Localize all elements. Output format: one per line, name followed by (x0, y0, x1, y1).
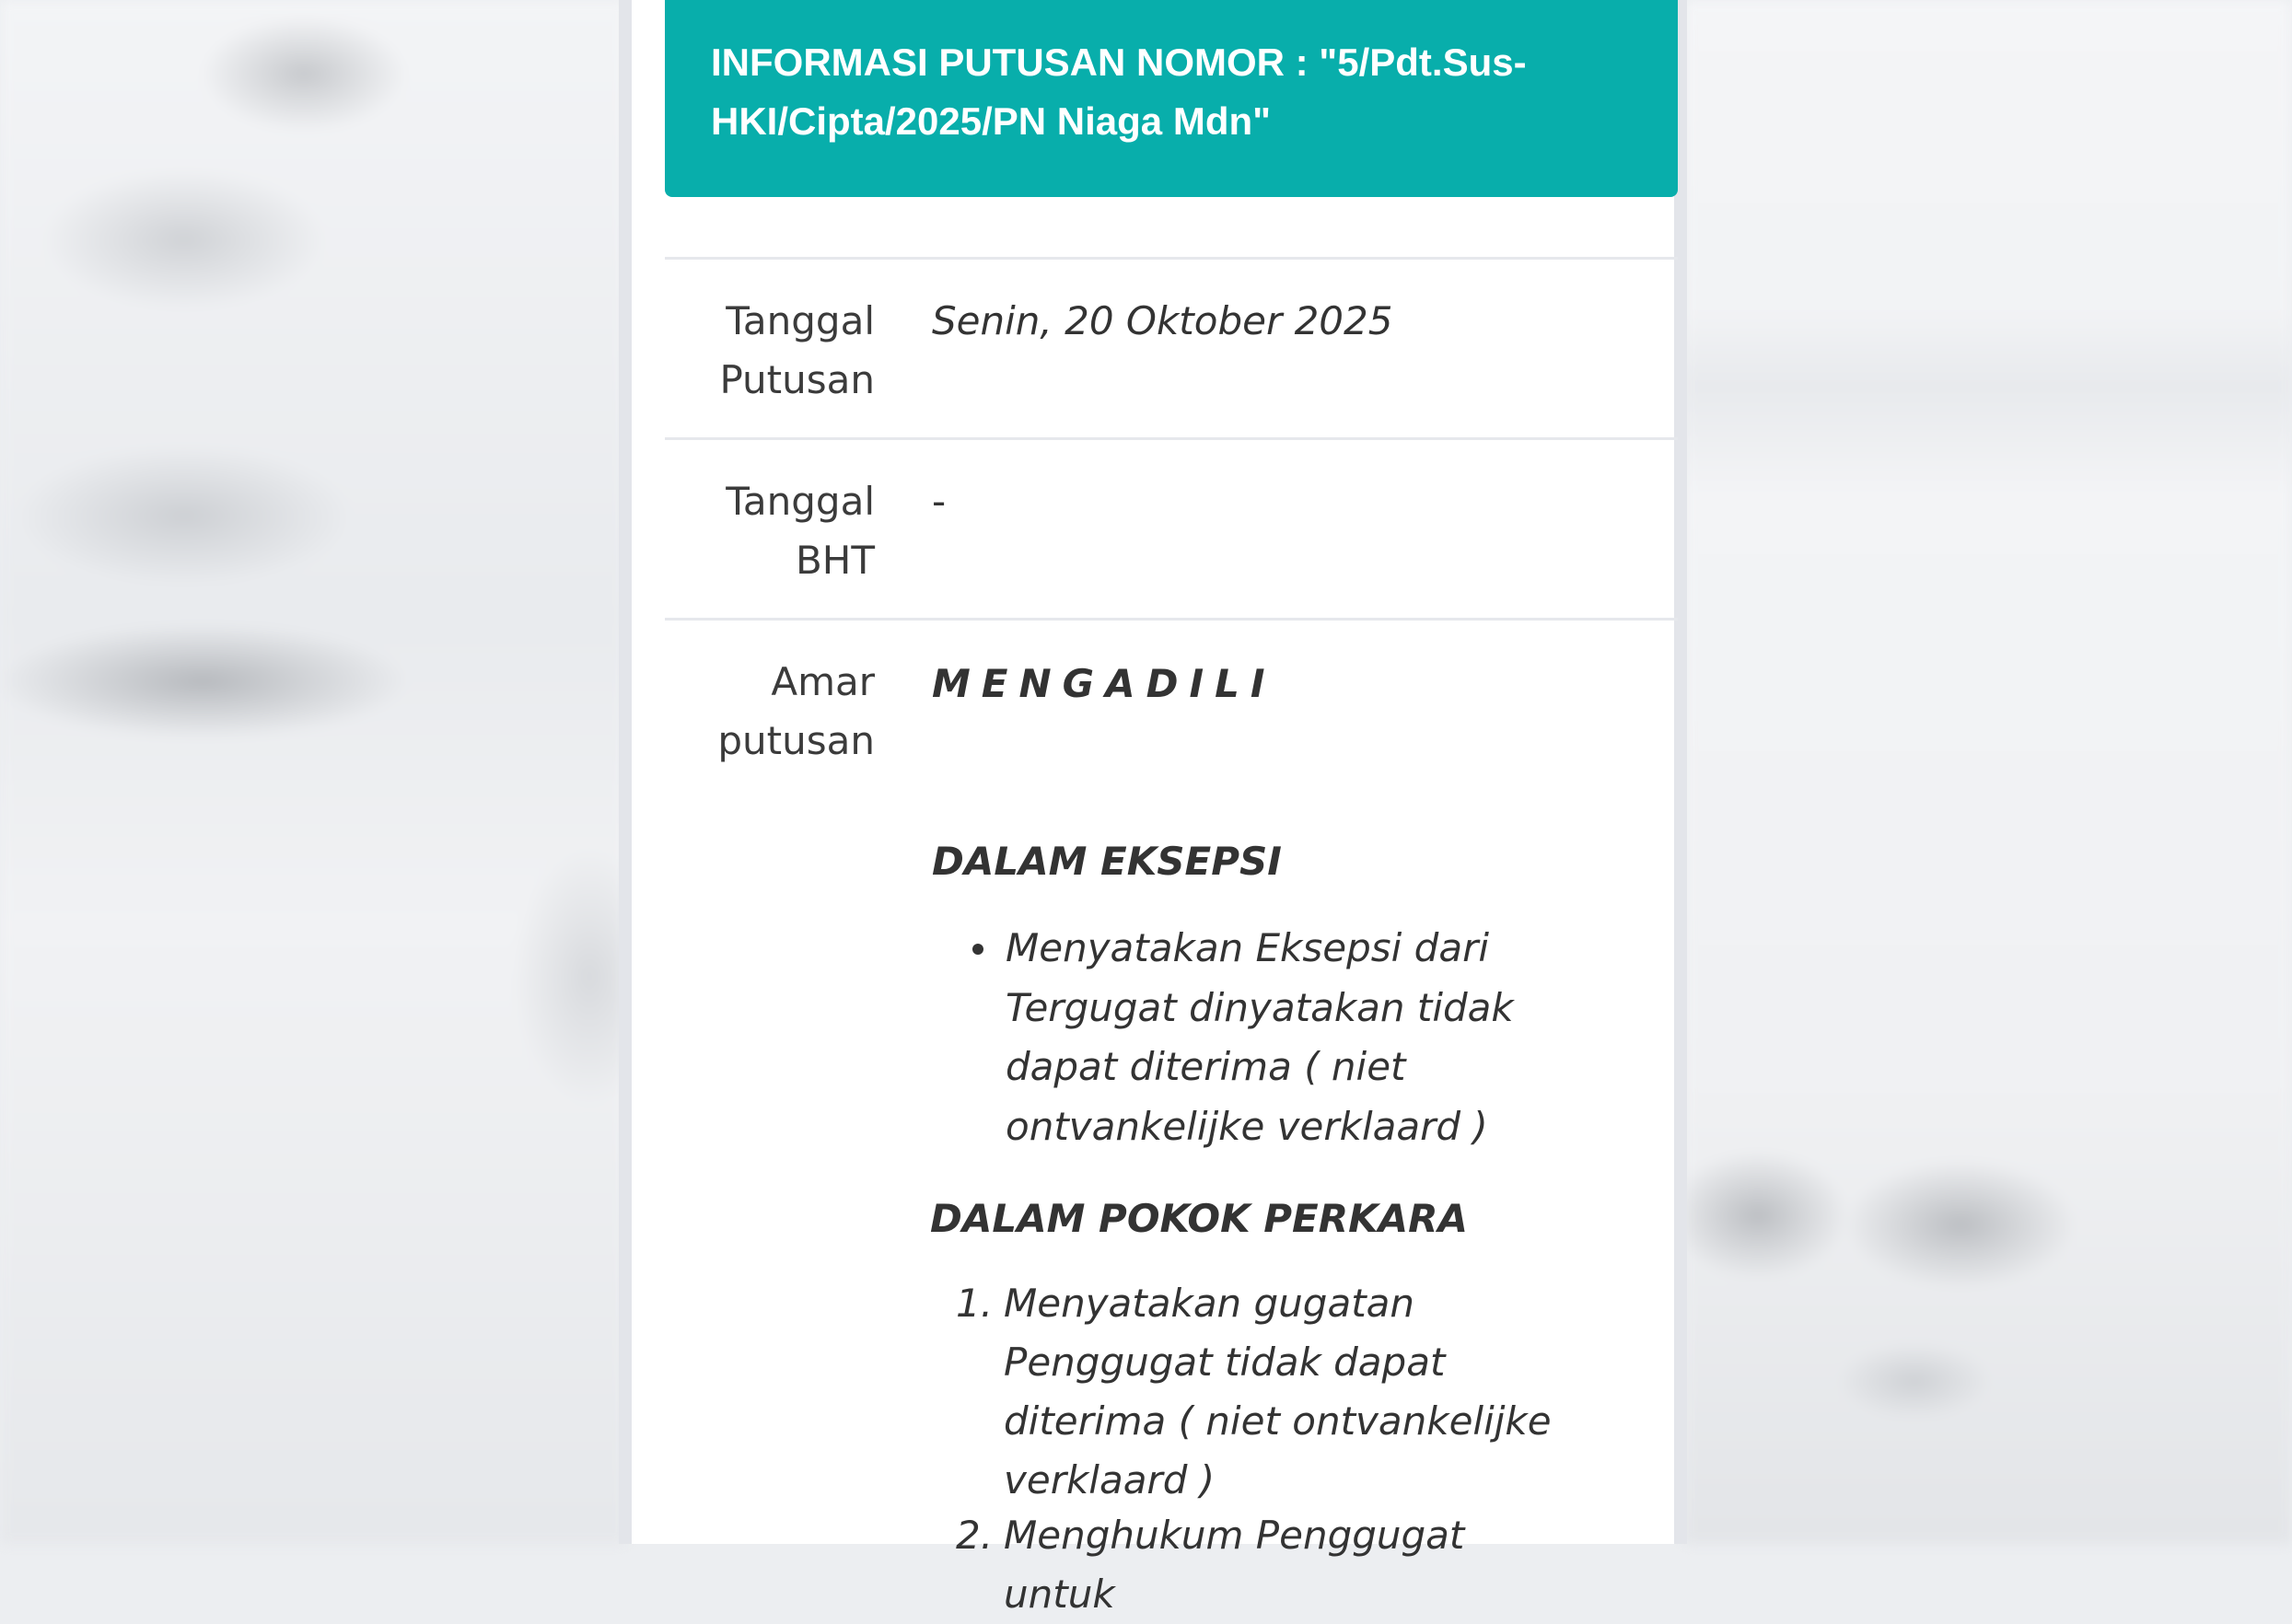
label-line: putusan (717, 718, 875, 763)
row-decision-date (665, 257, 1678, 440)
list-item-line: verklaard ) (1004, 1457, 1216, 1502)
label-line: Putusan (719, 357, 875, 402)
decision-header (665, 0, 1678, 197)
verdict-label (665, 653, 875, 771)
exception-list-item (1006, 919, 1521, 1156)
blurred-background-left (0, 0, 626, 1544)
row-bht-date (665, 437, 1678, 621)
list-item-number: 1. (956, 1281, 994, 1326)
decision-date-label (665, 292, 875, 410)
verdict-heading: MENGADILI (932, 661, 1276, 706)
list-item-line: dapat diterima ( niet (1006, 1044, 1406, 1089)
label-line: Tanggal (726, 298, 875, 343)
label-line: Tanggal (726, 479, 875, 524)
list-item-line: Tergugat dinyatakan tidak (1006, 984, 1514, 1030)
header-title-line-1: INFORMASI PUTUSAN NOMOR : "5/Pdt.Sus- (711, 41, 1527, 84)
main-case-list-item (956, 1506, 1575, 1624)
label-line: BHT (795, 538, 875, 583)
main-case-list-item (956, 1274, 1575, 1510)
label-line: Amar (771, 659, 875, 704)
list-item-line: Menyatakan Eksepsi dari (1006, 925, 1489, 970)
exception-heading: DALAM EKSEPSI (932, 839, 1282, 884)
main-case-heading: DALAM POKOK PERKARA (930, 1196, 1468, 1241)
row-verdict (665, 618, 1678, 1617)
list-item-line: diterima ( niet ontvankelijke (1004, 1398, 1552, 1444)
list-item-line: Menghukum Penggugat untuk (1004, 1513, 1465, 1617)
decision-info-card (619, 0, 1687, 1617)
list-item-number: 2. (956, 1513, 994, 1558)
decision-date-value: Senin, 20 Oktober 2025 (932, 298, 1393, 343)
list-item-line: Penggugat tidak dapat (1004, 1340, 1446, 1385)
bht-date-label (665, 472, 875, 590)
blurred-background-right (1684, 0, 2292, 1544)
list-item-line: ontvankelijke verklaard ) (1006, 1103, 1488, 1149)
header-title-line-2: HKI/Cipta/2025/PN Niaga Mdn" (711, 99, 1272, 143)
bht-date-value: - (932, 479, 947, 524)
list-item-line: Menyatakan gugatan (1004, 1281, 1415, 1326)
